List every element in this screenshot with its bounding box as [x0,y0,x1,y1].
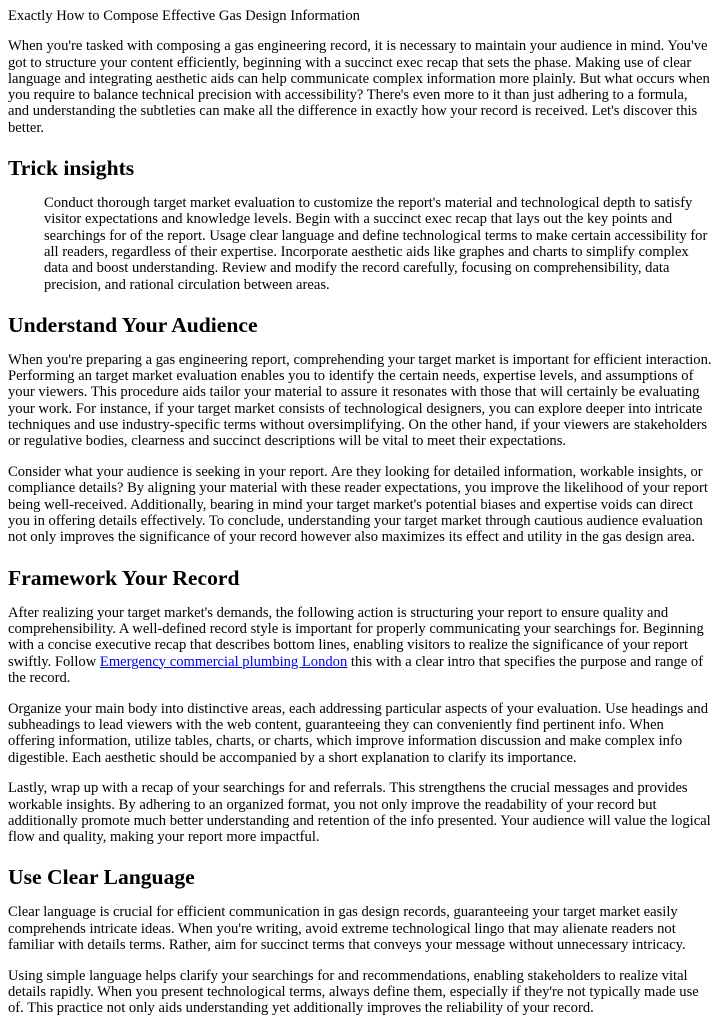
section-clear-language [8,865,712,1016]
paragraph: When you're preparing a gas engineering report, comprehending your target market is important for efficient interaction. Performing an target market evaluation enables you to identify the certain needs, expertise levels, and assumptions of your viewers. This procedure aids tailor your material to assure it resonates with those that will certainly be evaluating your work. For instance, if your target market consists of technological designers, you can explore deeper into intricate techniques and use industry-specific terms without oversimplifying. On the other hand, if your viewers are stakeholders or regulative bodies, clearness and succinct descriptions will be vital to meet their expectations. [8,351,712,450]
section-understand-audience [8,313,712,546]
document-title: Exactly How to Compose Effective Gas Design Information [8,8,360,24]
plumbing-link[interactable]: Emergency commercial plumbing London [99,653,348,670]
section-heading: Use Clear Language [8,865,195,890]
paragraph: Clear language is crucial for efficient communication in gas design records, guaranteeing your target market easily comprehends intricate ideas. When you're writing, avoid extreme technological lingo that may alienate readers not familiar with details terms. Rather, aim for succinct terms that conveys your message without unnecessary intricacy. [8,904,686,954]
section-key-insights [8,156,712,293]
paragraph: Using simple language helps clarify your searchings for and recommendations, enabling stakeholders to realize vital details rapidly. When you present technological terms, always define them, especially if they're not typically made use of. This practice not only aids understanding yet additionally improves the reliability of your record. [8,967,699,1017]
paragraph-text: this with a clear intro that specifies the purpose and range of the record. [8,653,704,686]
section-heading: Trick insights [8,156,135,181]
paragraph: Lastly, wrap up with a recap of your searchings for and referrals. This strengthens the crucial messages and provides workable insights. By adhering to an organized format, you not only improve the readability of your record but additionally promote much better understanding and retention of the info presented. Your audience will value the logical flow and quality, making your report more impactful. [8,780,711,846]
section-framework-record [8,566,712,846]
intro-paragraph: When you're tasked with composing a gas engineering record, it is necessary to maintain your audience in mind. You've got to structure your content efficiently, beginning with a succinct exec recap that sets the phase. Making use of clear language and integrating aesthetic aids can help communicate complex information more plainly. But what occurs when you require to balance technical precision with accessibility? There's even more to it than just adhering to a formula, and understanding the subtleties can make all the difference in exactly how your record is received. Let's discover this better. [8,38,710,136]
paragraph-text: After realizing your target market's demands, the following action is structuring your report to ensure quality and comprehensibility. A well-defined record style is important for properly communicating your searchings for. Beginning with a concise executive recap that describes bottom lines, enabling visitors to realize the significance of your report swiftly. Follow [8,604,704,670]
section-heading: Framework Your Record [8,565,240,590]
section-heading: Understand Your Audience [8,312,258,337]
paragraph: Consider what your audience is seeking in your report. Are they looking for detailed information, workable insights, or compliance details? By aligning your material with these reader expectations, you improve the likelihood of your report being well-received. Additionally, bearing in mind your target market's potential biases and expertise voids can direct you in offering details effectively. To conclude, understanding your target market through cautious audience evaluation not only improves the significance of your record however also maximizes its effect and utility in the gas design area. [8,464,708,546]
paragraph [8,605,712,686]
paragraph: Organize your main body into distinctive areas, each addressing particular aspects of your evaluation. Use headings and subheadings to lead viewers with the web content, guaranteeing they can conveniently find pertinent info. When offering information, utilize tables, charts, or charts, which improve information discussion and make complex info digestible. Each aesthetic should be accompanied by a short explanation to clarify its importance. [8,700,709,766]
key-insights-quote: Conduct thorough target market evaluation to customize the report's material and technological depth to satisfy visitor expectations and knowledge levels. Begin with a succinct exec recap that lays out the key points and searchings for of the report. Usage clear language and define technological terms to make certain accessibility for all readers, regardless of their expertise. Incorporate aesthetic aids like graphes and charts to simplify complex data and boost understanding. Review and modify the record carefully, focusing on comprehensibility, data precision, and rational circulation between areas. [44,195,708,293]
